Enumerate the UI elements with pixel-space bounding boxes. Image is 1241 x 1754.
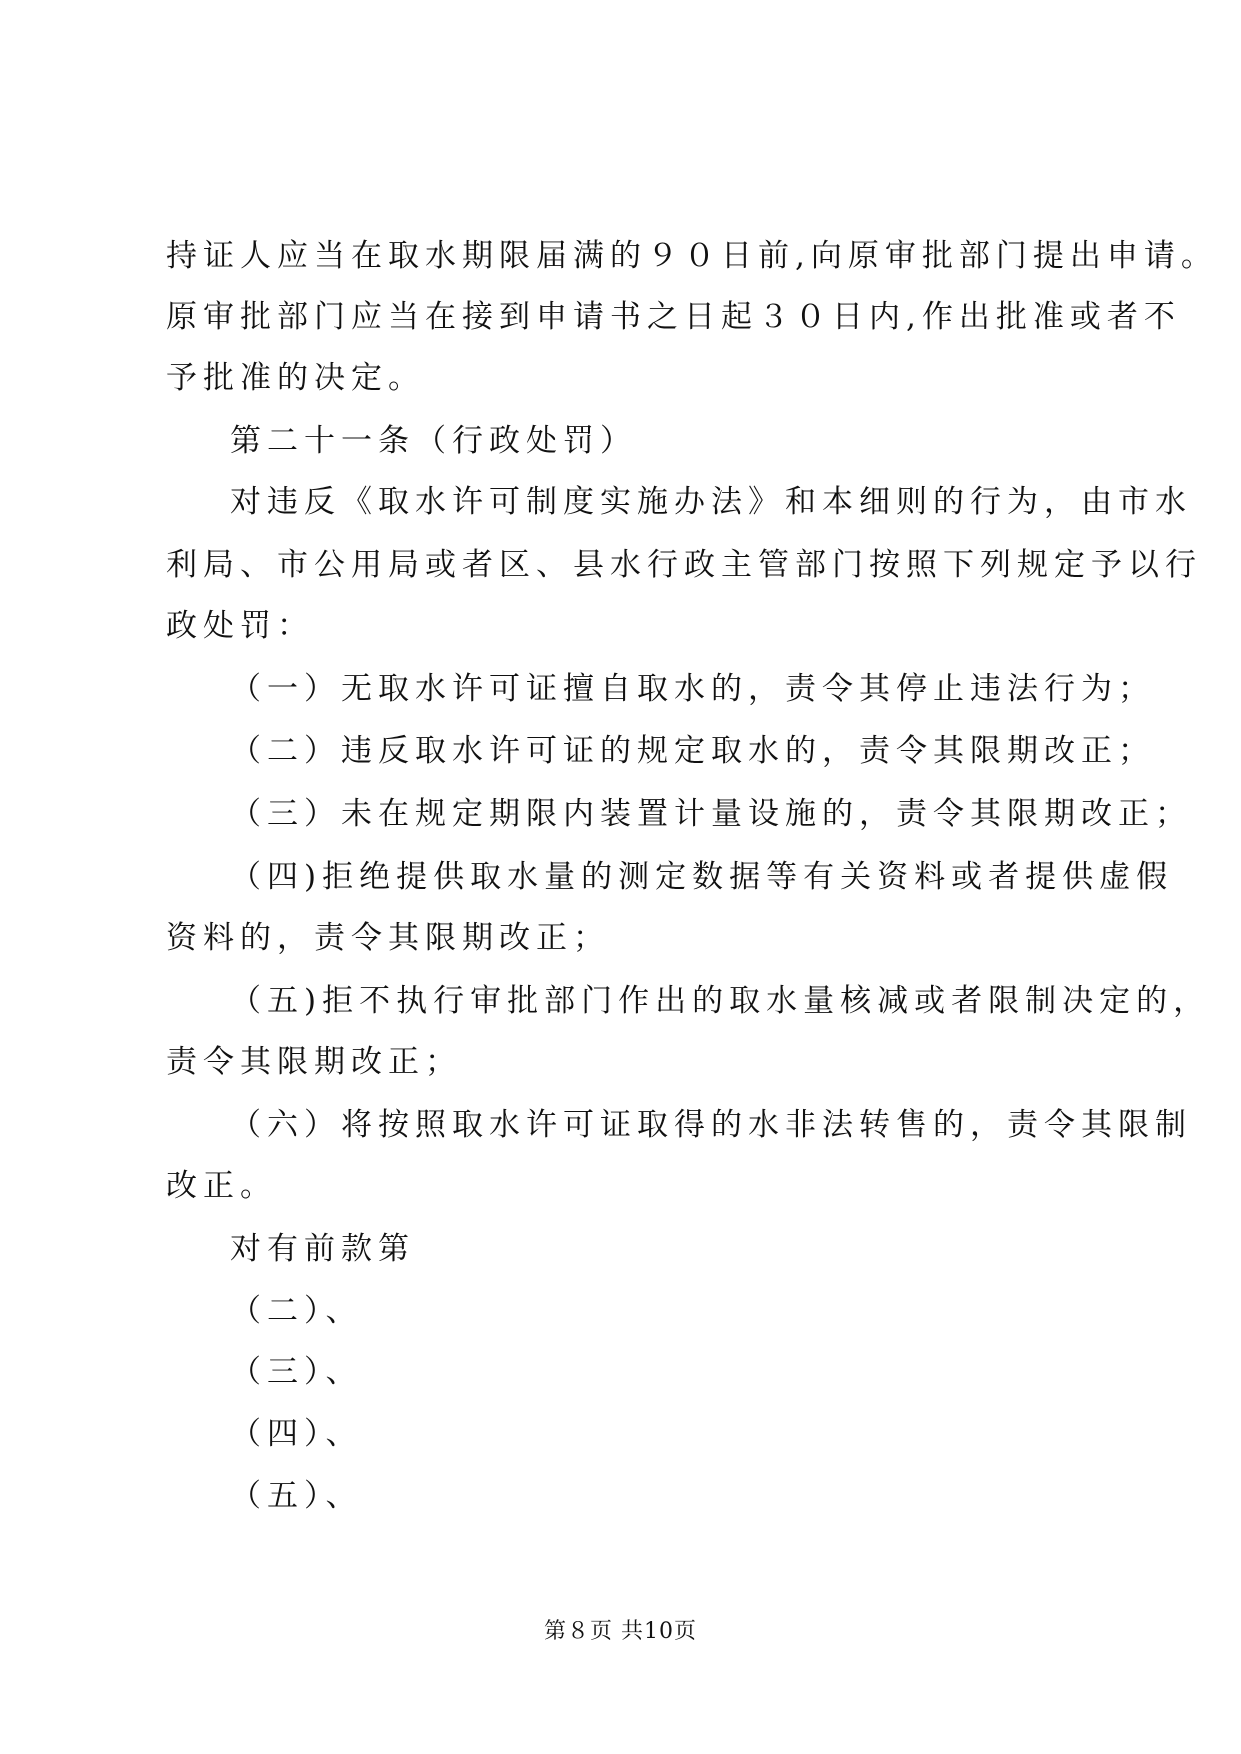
paragraph-line-2: 原审批部门应当在接到申请书之日起３０日内,作出批准或者不 <box>166 299 1181 335</box>
list-reference-2: （二）、 <box>230 1293 363 1329</box>
list-item-6-line-2: 改正。 <box>166 1168 277 1204</box>
list-item-5-line-1: （五)拒不执行审批部门作出的取水量核减或者限制决定的， <box>230 983 1211 1019</box>
list-reference-4: （四）、 <box>230 1416 363 1452</box>
list-item-2: （二）违反取水许可证的规定取水的，责令其限期改正； <box>230 733 1155 769</box>
paragraph-line-3: 予批准的决定。 <box>166 360 425 396</box>
list-item-6-line-1: （六）将按照取水许可证取得的水非法转售的，责令其限制 <box>230 1107 1192 1143</box>
list-item-5-line-2: 责令其限期改正； <box>166 1044 462 1080</box>
list-reference-3: （三）、 <box>230 1354 363 1390</box>
page-footer: 第８页 共10页 <box>544 1619 697 1644</box>
list-item-3: （三）未在规定期限内装置计量设施的，责令其限期改正； <box>230 796 1192 832</box>
list-item-4-line-2: 资料的，责令其限期改正； <box>166 920 610 956</box>
paragraph-line-1: 持证人应当在取水期限届满的９０日前,向原审批部门提出申请。 <box>166 238 1218 274</box>
paragraph-line-5: 利局、市公用局或者区、县水行政主管部门按照下列规定予以行 <box>166 547 1202 583</box>
list-item-4-line-1: （四)拒绝提供取水量的测定数据等有关资料或者提供虚假 <box>230 859 1174 895</box>
article-heading: 第二十一条（行政处罚） <box>230 423 637 459</box>
paragraph-line-7: 对有前款第 <box>230 1231 415 1267</box>
paragraph-line-6: 政处罚： <box>166 608 314 644</box>
paragraph-line-4: 对违反《取水许可制度实施办法》和本细则的行为，由市水 <box>230 484 1192 520</box>
list-reference-5: （五）、 <box>230 1478 363 1514</box>
list-item-1: （一）无取水许可证擅自取水的，责令其停止违法行为； <box>230 671 1155 707</box>
